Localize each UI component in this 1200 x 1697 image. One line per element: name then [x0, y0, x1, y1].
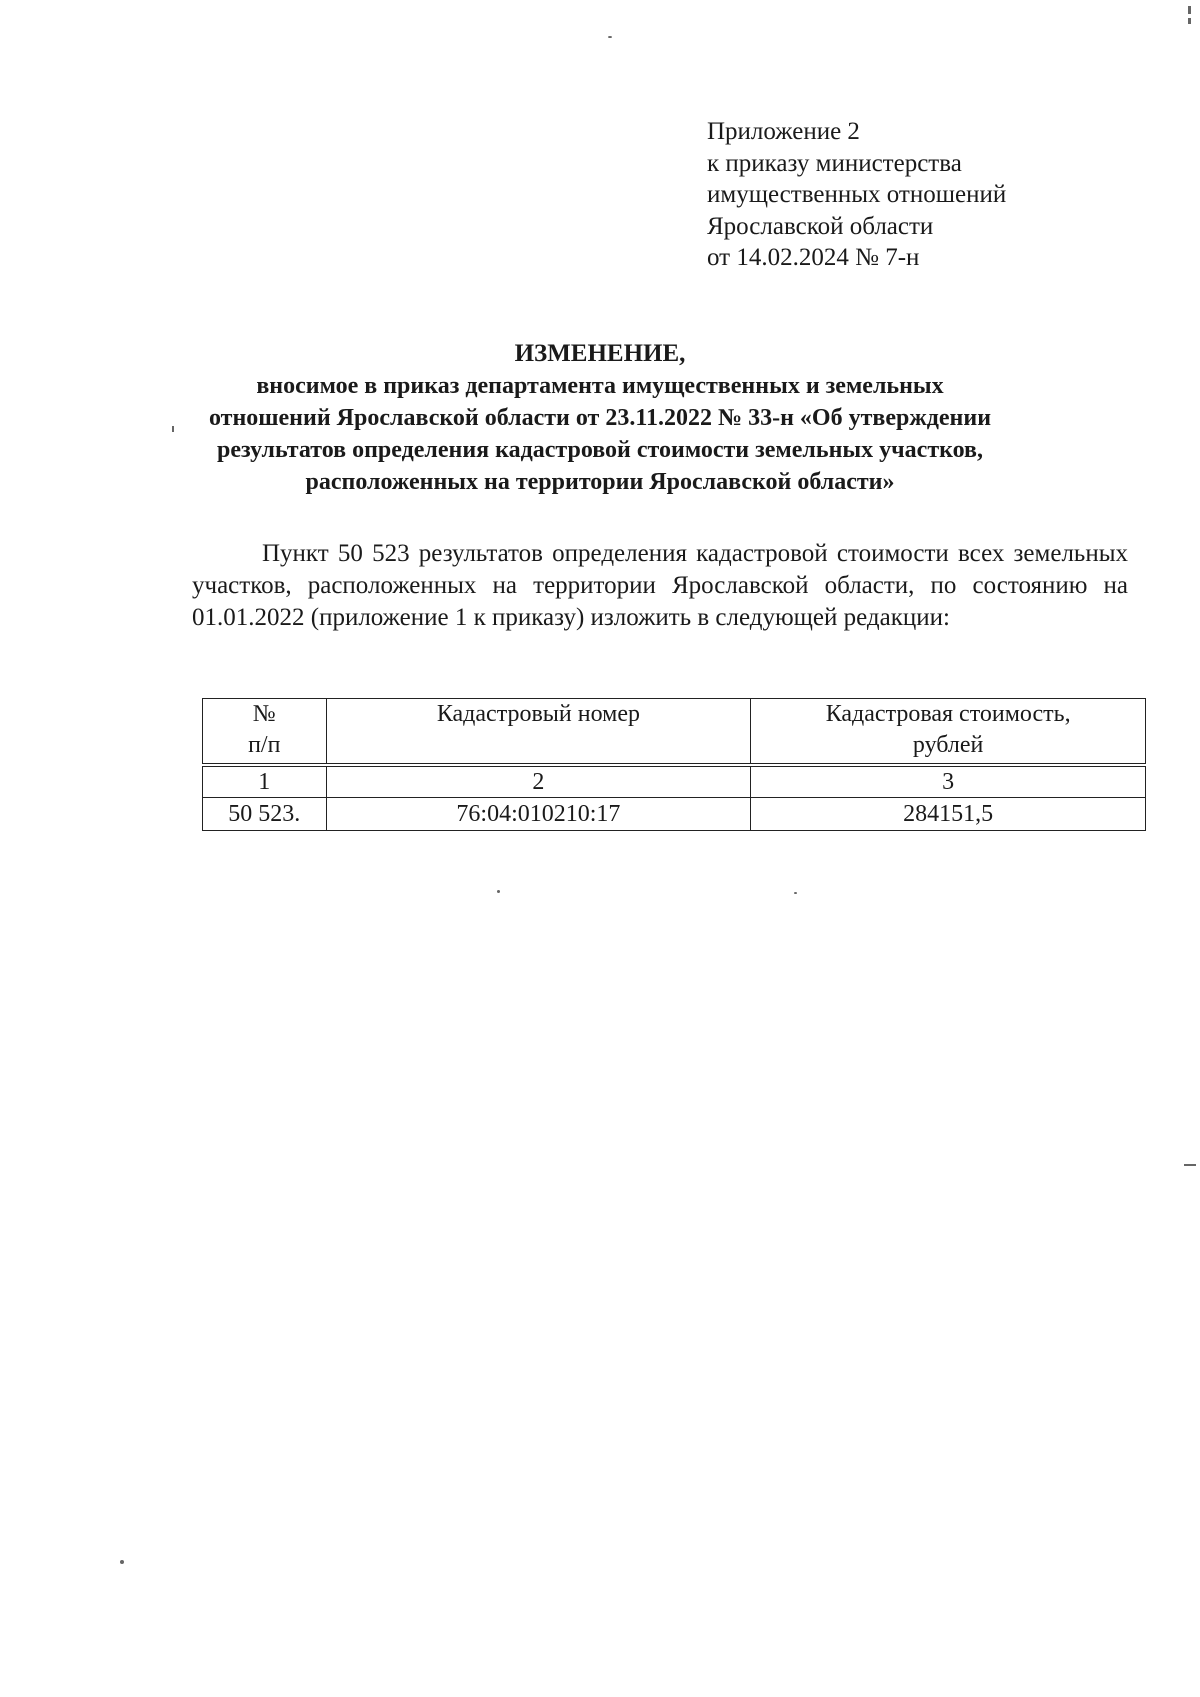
- header-cadastral-number: Кадастровый номер: [326, 699, 751, 764]
- row-number: 50 523.: [203, 798, 327, 831]
- header-cadastral-value: [751, 699, 1146, 764]
- table-header-row: [203, 699, 1146, 764]
- row-cadastral-number: 76:04:010210:17: [326, 798, 751, 831]
- cadastral-table: [202, 698, 1146, 831]
- title-line: вносимое в приказ департамента имущественных и земельных: [256, 373, 944, 399]
- scan-speck: [120, 1560, 124, 1564]
- scan-speck: [608, 36, 612, 38]
- appendix-line: к приказу министерства: [707, 149, 962, 177]
- numbering-cell: 3: [751, 767, 1146, 798]
- header-value-line2: рублей: [912, 732, 984, 758]
- row-value: 284151,5: [751, 798, 1146, 831]
- document-title: [150, 338, 1050, 498]
- scan-speck: [497, 890, 500, 893]
- table-row: [203, 798, 1146, 831]
- appendix-line: Приложение 2: [707, 118, 860, 145]
- title-line: результатов определения кадастровой стоимости земельных участков,: [217, 437, 983, 463]
- scan-speck: [172, 426, 174, 432]
- appendix-block: [707, 116, 1006, 274]
- header-number-symbol: №: [252, 701, 276, 727]
- scan-speck: [794, 892, 797, 894]
- table-numbering-row: [203, 767, 1146, 798]
- body-paragraph: Пункт 50 523 результатов определения кадастровой стоимости всех земельных участков, расположенных на территории Ярославской области, по состоянию на 01.01.2022 (приложение 1 к приказу) изложить в следующей редакции:: [192, 540, 1128, 631]
- appendix-line: имущественных отношений: [707, 181, 1007, 208]
- scan-speck: [1188, 18, 1191, 24]
- scan-speck: [1188, 6, 1191, 14]
- title-line: расположенных на территории Ярославской области»: [305, 469, 895, 495]
- numbering-cell: 1: [203, 767, 327, 798]
- header-number: [203, 699, 327, 764]
- numbering-cell: 2: [326, 767, 751, 798]
- appendix-line: Ярославской области: [707, 212, 934, 240]
- title-line: отношений Ярославской области от 23.11.2022 № 33-н «Об утверждении: [208, 405, 992, 431]
- scan-speck: [1184, 1164, 1196, 1166]
- title-heading: ИЗМЕНЕНИЕ,: [514, 340, 686, 367]
- appendix-line: от 14.02.2024 № 7-н: [707, 244, 920, 271]
- header-value-line1: Кадастровая стоимость,: [825, 701, 1071, 727]
- header-number-label: п/п: [248, 732, 281, 758]
